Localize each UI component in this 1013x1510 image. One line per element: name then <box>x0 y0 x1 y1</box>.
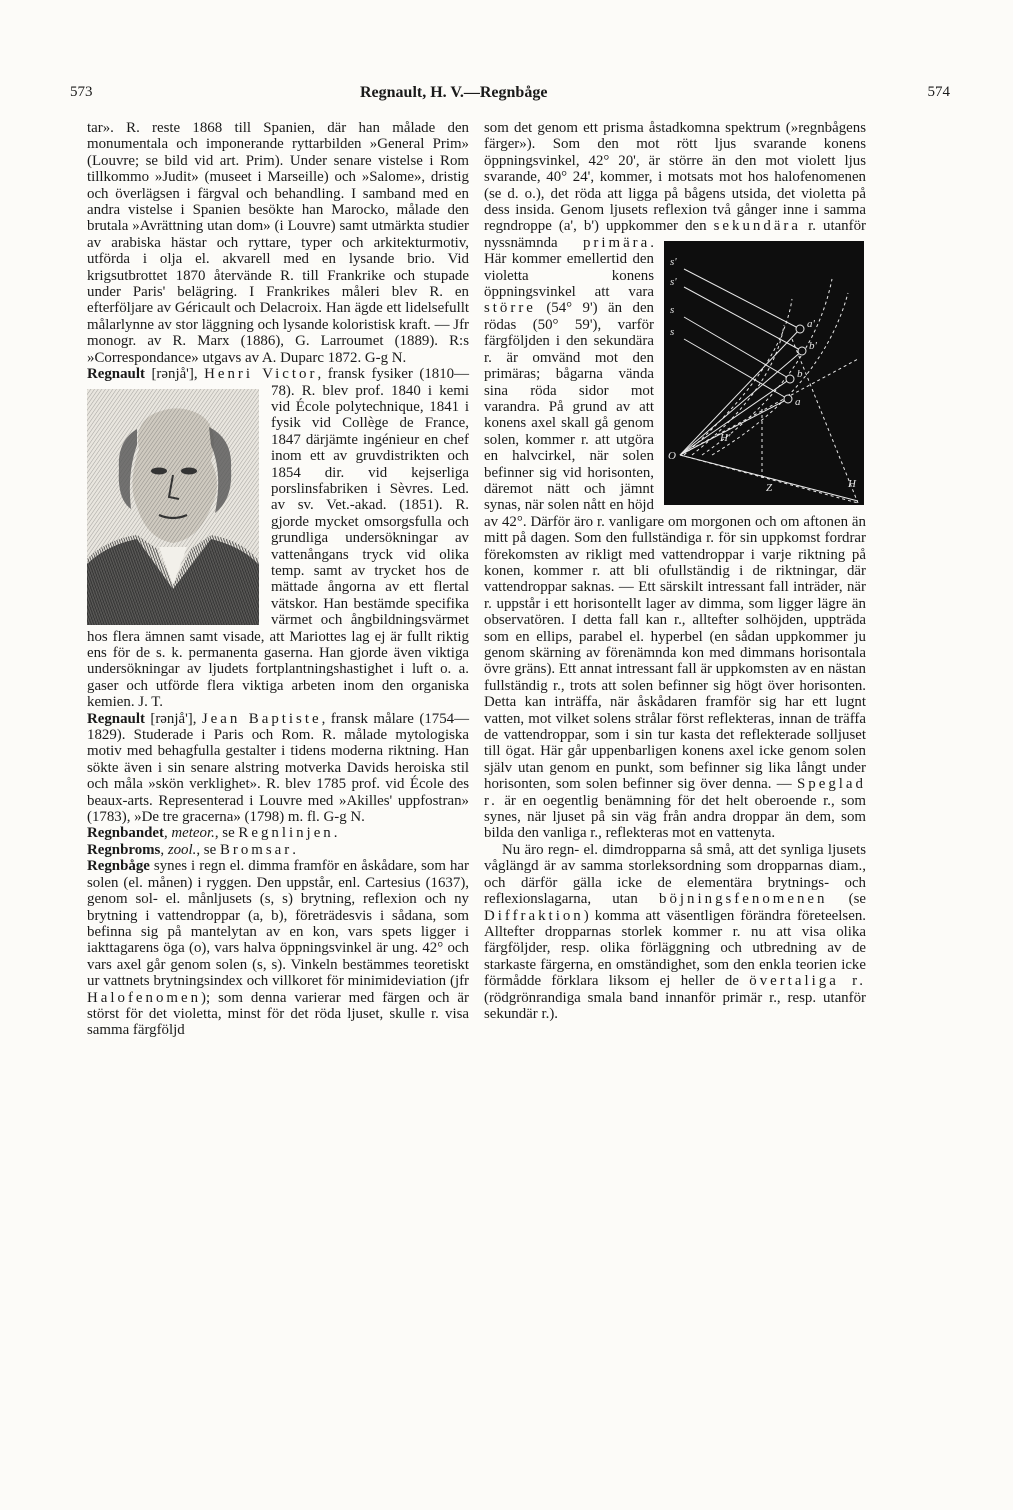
label-b: b <box>797 367 803 380</box>
entry-regnbage-continued <box>484 120 866 842</box>
cross-reference: Regnlinjen <box>238 825 334 842</box>
body-text: som det genom ett prisma åstadkomna spektrum (»regnbågens färger»). Som den mot rött ljus svarande konens öppningsvinkel, 42° 20', är större än den mot violett ljus svarande, 40° 24', kommer, i motsats mot hos halofenomenen (se d. o.), det röda att ligga på bågens utsida, det violetta på dess insida. Genom ljusets reflexion två gånger inne i samma regndroppe (a', b') uppkommer den <box>484 120 866 235</box>
page-number-right: 574 <box>927 84 950 100</box>
body-text: (se <box>827 891 866 908</box>
entry-body: synes i regn el. dimma framför en åskådare, som har solen (el. månen) i ryggen. Den uppstår, enl. Cartesius (1637), genom sol- el. månljusets (s, s) brytning, reflexion och ny brytning i vattendroppar (a, b), företrädesvis i sådana, som befinna sig på mantelytan av en kon, vars spets ligger i iakttagarens öga (o), vars halva öppningsvinkel är ung. 42° och vars axel går genom solen (s, s). Vinkeln bestämmes teoretiskt ur vattnets brytningsindex och villkoret för minimideviation (jfr <box>87 858 469 990</box>
field-abbrev: meteor. <box>171 825 215 842</box>
page-header <box>70 84 950 108</box>
emphasis: primära <box>582 234 651 251</box>
label-a-prime: a' <box>807 317 815 330</box>
body-text: ) komma att väsentligen förändra företeelsen. Alltefter dropparnas storlek kommer r. nu att visa olika färgföljder, resp. olika förläggning och utbredning av de starkaste färgerna, en omständighet, som den enkla teorien icke förmådde förklara liksom ej heller de <box>484 907 866 990</box>
paragraph-diffraction <box>484 842 866 1022</box>
running-title: Regnault, H. V.—Regnbåge <box>360 84 548 101</box>
cross-reference: Bromsar <box>219 841 293 858</box>
pronunciation: [rənjå'], <box>144 366 205 383</box>
emphasis: böjningsfenomenen <box>659 891 828 908</box>
entry-body: ); som denna varierar med färgen och är störst för det violetta, minst för det röda ljuset, skulle r. visa samma färgföljd <box>87 989 469 1039</box>
label-H: H <box>848 477 856 490</box>
text: , <box>163 825 172 842</box>
entry-headword: Regnault <box>87 366 145 383</box>
right-column <box>484 120 866 1022</box>
entry-regnbandet <box>87 825 469 841</box>
label-H-prime: H' <box>720 431 731 444</box>
entry-regnbage <box>87 858 469 1038</box>
cross-reference: Diffraktion <box>484 907 584 924</box>
label-O: O <box>668 449 676 462</box>
label-s-prime-1: s' <box>670 255 677 268</box>
entry-regnbroms <box>87 842 469 858</box>
text: . <box>292 841 296 858</box>
emphasis: större <box>484 300 536 317</box>
text: , <box>160 841 168 858</box>
emphasis: Speglad r. <box>484 776 866 809</box>
paragraph-regnault-henri-end: tar». R. reste 1868 till Spanien, där han målade den monumentala och imponerande ryttarbilden »General Prim» (Louvre; se bild vid art. Prim). Under senare vistelse i Rom tillkommo »Judit» (museet i Marseille) och »Salome», dristig och överlägsen i färgval och behandling. I samband med en andra vistelse i Spanien besökte han Marocko, målade den brutala »Avrättning utan dom» (i Louvre) samt utmärkta studier av arabiska hästar och ryttare, typer och arkitekturmotiv, utförda i olja el. akvarell med en lysande brio. Vid krigsutbrottet 1870 återvände R. till Frankrike och stupade under Paris' belägring. I Frankrikes måleri blev R. en efterföljare av Géricault och Delacroix. Han ägde ett lidelsefullt målarlynne av stor läggning och lysande koloristisk kraft. — Jfr monogr. av R. Marx (1886), G. Larroumet (1889). R:s »Correspondance» utgavs av A. Duparc 1872. G-g N. <box>87 120 469 366</box>
entry-body: , fransk fysiker (1810—78). R. blev prof. 1840 i kemi vid École polytechnique, 1841 i fysik vid Collège de France, 1847 därjämte ingénieur en chef inom ett av gruvdistrikten och 1854 dir. vid kejserliga porslinsfabriken i Sèvres. Led. av sv. Vet.-akad. (1851). R. gjorde mycket omsorgsfulla och grundliga undersökningar av vattenångans tryck vid olika temp. samt av trycket hos de mättade ångorna av ett flertal vätskor. Han bestämde specifika värmet och ångbildningsvärmet hos flera ämnen samt visade, att Mariottes lag ej är fullt riktig ens för de s. k. permanenta gaserna. Han gjorde även viktiga undersökningar av ljudets fortplantningshastighet i luft o. a. gaser och utförde flera viktiga arbeten inom den organiska kemien. J. T. <box>87 366 469 711</box>
body-text: (rödgrönrandiga smala band innanför primär r., resp. utanför sekundär r.). <box>484 989 866 1022</box>
body-text: (54° 9') än den rödas (50° 59'), varför färgföljden i den sekundära r. är omvänd mot den primäras; bågarna vända sina röda sidor mot varandra. På grund av att konens axel skall gå genom solen, kommer r. att utgöra en halvcirkel, när solen befinner sig vid horisonten, däremot nätt och jämnt synas, när solen nått en höjd av 42°. Därför äro r. vanligare om morgonen och om aftonen än mitt på dagen. Som den fullständiga r. för sin uppkomst fordrar förekomsten av rikligt med vattendroppar i varje riktning på konen, kommer r. att bli ofullständig i de riktningar, där vattendroppar saknas. — Ett särskilt intressant fall inträder, när r. uppstår i ett horisontellt lager av dimma, som ligger lägre än observatören. I detta fall kan r., alltefter solhöjden, uppträda som en ellips, parabel el. hyperbel (en sådan uppkommer ju genom skärning av förenämnda kon med dimmans horisontala övre gräns). Ett annat intressant fall är uppkomsten av en nästan fullständig r., trots att solen befinner sig högt över horisonten. Detta kan inträffa, när åskådaren framför sig har ett lugnt vatten, mot vilket solens strålar först reflekteras, innan de träffa de vattendroppar, som i sin tur kasta det reflekterade solljuset till ögat. Här går uppenbarligen konens axel icke genom solen själv utan genom en punkt, som befinner sig lika långt under horisonten, som solen befinner sig över denna. — <box>484 300 866 793</box>
person-name: Henri Victor <box>204 366 318 383</box>
entry-regnault-henri-victor <box>87 366 469 711</box>
entry-headword: Regnault <box>87 710 145 727</box>
body-text: . Här kommer emellertid den violetta konens öppningsvinkel att vara <box>484 234 654 301</box>
label-s-2: s <box>670 325 675 338</box>
entry-headword: Regnbandet <box>87 825 164 842</box>
entry-headword: Regnbåge <box>87 858 150 875</box>
emphasis: sekundära <box>713 218 802 235</box>
label-b-prime: b' <box>809 339 817 352</box>
portrait-image <box>87 389 259 625</box>
emphasis: övertaliga r. <box>749 973 866 990</box>
entry-regnault-jean-baptiste <box>87 711 469 826</box>
label-Z: Z <box>766 481 773 494</box>
left-column <box>87 120 469 1039</box>
label-a: a <box>795 395 801 408</box>
rainbow-diagram <box>662 239 866 507</box>
text: . <box>333 825 338 842</box>
cross-reference: Halofenomen <box>87 989 202 1006</box>
entry-body: , fransk målare (1754—1829). Studerade i Paris och Rom. R. målade mytologiska motiv med behagfulla gestalter i tidens moderna riktning. Han sökte även i sin senare alstring motverka Davids heroiska stil och måla »skön verklighet». R. blev 1785 prof. vid École des beaux-arts. Representerad i Louvre med »Akilles' uppfostran» (1783), »De tre gracerna» (1798) m. fl. G-g N. <box>87 710 469 826</box>
body-text: r. utanför nyssnämnda <box>484 218 866 251</box>
person-name: Jean Baptiste <box>201 710 322 727</box>
entry-headword: Regnbroms <box>87 841 161 858</box>
text: , se <box>196 841 220 858</box>
page-number-left: 573 <box>70 84 93 100</box>
text: , se <box>214 825 239 842</box>
label-s-1: s <box>670 303 675 316</box>
body-text: är en oegentlig benämning för det helt oberoende r., som synes, när ljuset på sin väg från andra droppar än dem, som bilda den vanliga r., reflekteras mot en vattenyta. <box>484 792 866 842</box>
label-s-prime-2: s' <box>670 275 677 288</box>
pronunciation: [rənjå'], <box>144 710 202 727</box>
field-abbrev: zool. <box>167 841 197 858</box>
body-text: Nu äro regn- el. dimdropparna så små, att det synliga ljusets våglängd är av samma storleksordning som dropparnas diam., och därför gälla icke de elementära brytnings- och reflexionslagarna, utan <box>484 841 866 908</box>
